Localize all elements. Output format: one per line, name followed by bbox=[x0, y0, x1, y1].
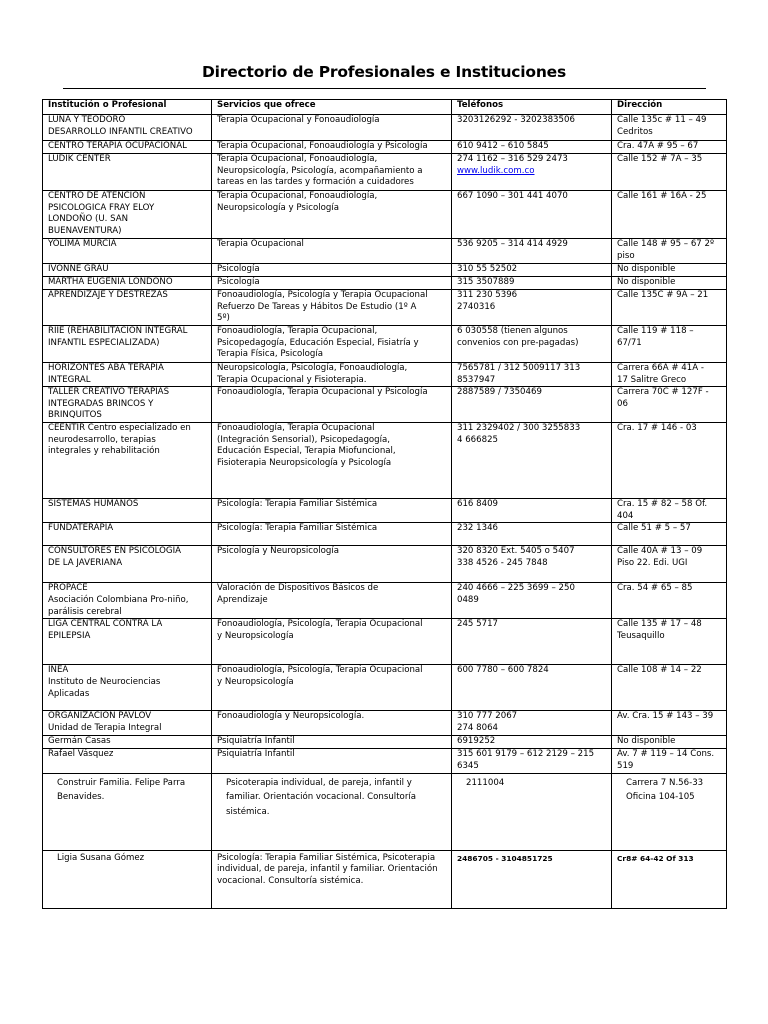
services-cell bbox=[212, 583, 452, 619]
address-cell bbox=[612, 546, 727, 583]
institution-cell bbox=[43, 736, 212, 749]
table-row bbox=[43, 711, 727, 736]
phones-text: 311 230 5396 2740316 bbox=[457, 290, 518, 312]
table-row bbox=[43, 363, 727, 387]
header-phones: Teléfonos bbox=[452, 100, 612, 115]
table-row bbox=[43, 115, 727, 141]
institution-cell bbox=[43, 711, 212, 736]
institution-cell bbox=[43, 326, 212, 363]
services-cell bbox=[212, 141, 452, 154]
table-row bbox=[43, 239, 727, 264]
phones-cell bbox=[452, 115, 612, 141]
phones-cell bbox=[452, 619, 612, 665]
services-cell bbox=[212, 736, 452, 749]
institution-text: CENTRO TERAPIA OCUPACIONAL bbox=[48, 141, 187, 151]
services-text: Fonoaudiología, Psicología, Terapia Ocupacional y Neuropsicología bbox=[217, 619, 423, 641]
address-text: Calle 135C # 9A – 21 bbox=[617, 290, 709, 300]
phones-cell bbox=[452, 154, 612, 191]
address-text: No disponible bbox=[617, 736, 676, 747]
institution-text: Rafael Vásquez bbox=[48, 749, 114, 760]
table-row bbox=[43, 264, 727, 277]
services-text: Fonoaudiología, Terapia Ocupacional y Psicología bbox=[217, 387, 428, 398]
institution-text: LIGA CENTRAL CONTRA LA EPILEPSIA bbox=[48, 619, 163, 641]
phones-text: 310 777 2067 274 8064 bbox=[457, 711, 518, 733]
website-link[interactable]: www.ludik.com.co bbox=[457, 165, 535, 176]
institution-text: PROPACE Asociación Colombiana Pro-niño, parálisis cerebral bbox=[48, 583, 189, 617]
address-text: No disponible bbox=[617, 264, 676, 274]
phones-cell bbox=[452, 239, 612, 264]
header-address: Dirección bbox=[612, 100, 727, 115]
services-text: Neuropsicología, Psicología, Fonoaudiología, Terapia Ocupacional y Fisioterapia. bbox=[217, 363, 408, 385]
phones-text: 315 601 9179 – 612 2129 – 215 6345 bbox=[457, 749, 595, 771]
institution-text: MARTHA EUGENIA LONDOÑO bbox=[48, 277, 173, 287]
table-row bbox=[43, 141, 727, 154]
institution-text: HORIZONTES ABA TERAPIA INTEGRAL bbox=[48, 363, 164, 385]
address-cell bbox=[612, 154, 727, 191]
institution-text: Germán Casas bbox=[48, 736, 111, 747]
table-row bbox=[43, 749, 727, 773]
address-text: Calle 148 # 95 – 67 2º piso bbox=[617, 239, 715, 261]
institution-cell bbox=[43, 665, 212, 711]
phones-text: 245 5717 bbox=[457, 619, 499, 630]
address-cell bbox=[612, 423, 727, 499]
address-cell bbox=[612, 115, 727, 141]
institution-text: SISTEMAS HUMANOS bbox=[48, 499, 139, 510]
services-text: Psiquiatría Infantil bbox=[217, 749, 295, 760]
address-cell bbox=[612, 290, 727, 326]
table-row bbox=[43, 850, 727, 908]
services-text: Psicología y Neuropsicología bbox=[217, 546, 340, 557]
address-cell bbox=[612, 711, 727, 736]
phones-cell bbox=[452, 773, 612, 850]
table-row bbox=[43, 619, 727, 665]
address-cell bbox=[612, 850, 727, 908]
phones-text: 7565781 / 312 5009117 313 8537947 bbox=[457, 363, 581, 385]
services-text: Terapia Ocupacional y Fonoaudiología bbox=[217, 115, 380, 125]
address-text: Calle 108 # 14 – 22 bbox=[617, 665, 702, 676]
address-cell bbox=[612, 141, 727, 154]
services-text: Psicología: Terapia Familiar Sistémica bbox=[217, 523, 378, 534]
institution-text: TALLER CREATIVO TERAPIAS INTEGRADAS BRINCOS Y BRINQUITOS bbox=[48, 387, 170, 421]
address-cell bbox=[612, 619, 727, 665]
table-row bbox=[43, 546, 727, 583]
phones-cell bbox=[452, 665, 612, 711]
services-text: Fonoaudiología, Terapia Ocupacional (Integración Sensorial), Psicopedagogía, Educación Especial, Terapia Miofuncional, Fisioterapia Neuropsicología y Psicología bbox=[217, 423, 396, 468]
phones-cell bbox=[452, 546, 612, 583]
address-cell bbox=[612, 387, 727, 423]
phones-cell bbox=[452, 141, 612, 154]
services-cell bbox=[212, 499, 452, 523]
header-services: Servicios que ofrece bbox=[212, 100, 452, 115]
services-text: Psicoterapia individual, de pareja, infantil y familiar. Orientación vocacional. Consultoría sistémica. bbox=[226, 777, 417, 817]
address-text: Av. Cra. 15 # 143 – 39 bbox=[617, 711, 714, 722]
address-cell bbox=[612, 665, 727, 711]
institution-cell bbox=[43, 264, 212, 277]
phones-text: 310 55 52502 bbox=[457, 264, 518, 274]
phones-cell bbox=[452, 387, 612, 423]
institution-cell bbox=[43, 277, 212, 290]
address-cell bbox=[612, 773, 727, 850]
services-text: Terapia Ocupacional, Fonoaudiología, Neuropsicología y Psicología bbox=[217, 191, 378, 213]
institution-text: APRENDIZAJE Y DESTREZAS bbox=[48, 290, 168, 300]
table-row bbox=[43, 736, 727, 749]
phones-cell bbox=[452, 363, 612, 387]
institution-cell bbox=[43, 239, 212, 264]
address-text: Calle 152 # 7A – 35 bbox=[617, 154, 703, 164]
address-cell bbox=[612, 264, 727, 277]
address-text: Cra. 54 # 65 – 85 bbox=[617, 583, 693, 594]
services-cell bbox=[212, 239, 452, 264]
institution-cell bbox=[43, 749, 212, 773]
institution-text: Construir Familia. Felipe Parra Benavides. bbox=[57, 777, 186, 803]
table-row bbox=[43, 387, 727, 423]
table-row bbox=[43, 290, 727, 326]
address-cell bbox=[612, 363, 727, 387]
address-cell bbox=[612, 749, 727, 773]
phones-cell bbox=[452, 749, 612, 773]
institution-text: FUNDATERAPIA bbox=[48, 523, 114, 534]
address-cell bbox=[612, 277, 727, 290]
phones-text: 240 4666 – 225 3699 – 250 0489 bbox=[457, 583, 575, 605]
phones-text: 2486705 - 3104851725 bbox=[457, 853, 553, 863]
address-text: Cra. 15 # 82 – 58 Of. 404 bbox=[617, 499, 708, 521]
institution-text: YOLIMA MURCIA bbox=[48, 239, 117, 249]
services-text: Psicología: Terapia Familiar Sistémica bbox=[217, 499, 378, 510]
address-text: Calle 40A # 13 – 09 Piso 22. Edi. UGI bbox=[617, 546, 703, 568]
services-cell bbox=[212, 546, 452, 583]
address-text: Calle 51 # 5 – 57 bbox=[617, 523, 691, 534]
institution-text: RIIE (REHABILITACIÓN INTEGRAL INFANTIL ESPECIALIZADA) bbox=[48, 326, 188, 348]
table-row bbox=[43, 583, 727, 619]
phones-text: 320 8320 Ext. 5405 o 5407 338 4526 - 245 7848 bbox=[457, 546, 575, 568]
institution-cell bbox=[43, 387, 212, 423]
table-row bbox=[43, 773, 727, 850]
services-text: Terapia Ocupacional, Fonoaudiología, Neuropsicología, Psicología, acompañamiento a tareas en las tardes y formación a cuidadores bbox=[217, 154, 423, 188]
phones-text: 667 1090 – 301 441 4070 bbox=[457, 191, 568, 201]
table-row bbox=[43, 154, 727, 191]
services-cell bbox=[212, 423, 452, 499]
phones-text: 3203126292 - 3202383506 bbox=[457, 115, 575, 125]
services-cell bbox=[212, 850, 452, 908]
institution-cell bbox=[43, 773, 212, 850]
services-cell bbox=[212, 619, 452, 665]
services-cell bbox=[212, 523, 452, 546]
services-cell bbox=[212, 191, 452, 239]
institution-cell bbox=[43, 141, 212, 154]
table-row bbox=[43, 191, 727, 239]
address-text: Calle 119 # 118 – 67/71 bbox=[617, 326, 694, 348]
institution-text: CENTRO DE ATENCION PSICOLOGICA FRAY ELOY LONDOÑO (U. SAN BUENAVENTURA) bbox=[48, 191, 155, 236]
address-cell bbox=[612, 191, 727, 239]
phones-cell bbox=[452, 264, 612, 277]
services-text: Psicología bbox=[217, 277, 260, 287]
address-cell bbox=[612, 499, 727, 523]
directory-table bbox=[42, 99, 727, 909]
address-cell bbox=[612, 523, 727, 546]
phones-cell bbox=[452, 736, 612, 749]
institution-text: INEA Instituto de Neurociencias Aplicadas bbox=[48, 665, 161, 699]
institution-cell bbox=[43, 546, 212, 583]
address-text: Calle 135 # 17 – 48 Teusaquillo bbox=[617, 619, 702, 641]
phones-cell bbox=[452, 277, 612, 290]
institution-cell bbox=[43, 523, 212, 546]
table-row bbox=[43, 499, 727, 523]
address-text: Carrera 66A # 41A - 17 Salitre Greco bbox=[617, 363, 704, 385]
services-cell bbox=[212, 749, 452, 773]
institution-cell bbox=[43, 191, 212, 239]
phones-text: 616 8409 bbox=[457, 499, 499, 510]
services-text: Terapia Ocupacional, Fonoaudiología y Psicología bbox=[217, 141, 428, 151]
institution-text: IVONNE GRAU bbox=[48, 264, 109, 274]
services-text: Fonoaudiología, Psicología, Terapia Ocupacional y Neuropsicología bbox=[217, 665, 423, 687]
services-cell bbox=[212, 290, 452, 326]
address-text: Carrera 70C # 127F - 06 bbox=[617, 387, 709, 409]
phones-text: 232 1346 bbox=[457, 523, 499, 534]
institution-text: CEENTIR Centro especializado en neurodesarrollo, terapias integrales y rehabilitación bbox=[48, 423, 191, 457]
services-text: Fonoaudiología, Terapia Ocupacional, Psicopedagogía, Educación Especial, Fisiatría y Terapia Física, Psicología bbox=[217, 326, 419, 360]
table-header-row bbox=[43, 100, 727, 115]
phones-cell bbox=[452, 850, 612, 908]
institution-cell bbox=[43, 619, 212, 665]
institution-cell bbox=[43, 850, 212, 908]
services-text: Fonoaudiología, Psicología y Terapia Ocupacional Refuerzo De Tareas y Hábitos De Estudio (1º A 5º) bbox=[217, 290, 428, 324]
address-cell bbox=[612, 736, 727, 749]
institution-text: LUDIK CENTER bbox=[48, 154, 111, 164]
table-row bbox=[43, 277, 727, 290]
services-text: Valoración de Dispositivos Básicos de Aprendizaje bbox=[217, 583, 379, 605]
phones-cell bbox=[452, 326, 612, 363]
services-cell bbox=[212, 115, 452, 141]
services-cell bbox=[212, 277, 452, 290]
phones-cell bbox=[452, 711, 612, 736]
services-text: Fonoaudiología y Neuropsicología. bbox=[217, 711, 365, 722]
phones-text: 274 1162 – 316 529 2473 bbox=[457, 154, 568, 164]
institution-cell bbox=[43, 363, 212, 387]
phones-text: 600 7780 – 600 7824 bbox=[457, 665, 549, 676]
phones-text: 311 2329402 / 300 3255833 4 666825 bbox=[457, 423, 581, 445]
address-cell bbox=[612, 239, 727, 264]
page-title: Directorio de Profesionales e Instituciones bbox=[201, 63, 567, 81]
institution-text: LUNA Y TEODORO DESARROLLO INFANTIL CREATIVO bbox=[48, 115, 193, 137]
services-text: Terapia Ocupacional bbox=[217, 239, 304, 249]
services-cell bbox=[212, 363, 452, 387]
phones-text: 6919252 bbox=[457, 736, 496, 747]
phones-cell bbox=[452, 523, 612, 546]
phones-text: 536 9205 – 314 414 4929 bbox=[457, 239, 568, 249]
address-text: Calle 161 # 16A - 25 bbox=[617, 191, 707, 201]
services-text: Psiquiatría Infantil bbox=[217, 736, 295, 747]
services-text: Psicología bbox=[217, 264, 260, 274]
services-text: Psicología: Terapia Familiar Sistémica, Psicoterapia individual, de pareja, infantil y familiar. Orientación vocacional. Consultoría sistémica. bbox=[217, 852, 438, 886]
address-text: Calle 135c # 11 – 49 Cedritos bbox=[617, 115, 707, 137]
services-cell bbox=[212, 665, 452, 711]
institution-text: CONSULTORES EN PSICOLOGÍA DE LA JAVERIANA bbox=[48, 546, 181, 568]
institution-cell bbox=[43, 499, 212, 523]
address-cell bbox=[612, 583, 727, 619]
institution-cell bbox=[43, 583, 212, 619]
table-row bbox=[43, 523, 727, 546]
header-institution: Institución o Profesional bbox=[43, 100, 212, 115]
phones-cell bbox=[452, 290, 612, 326]
address-text: No disponible bbox=[617, 277, 676, 287]
phones-text: 2111004 bbox=[466, 777, 505, 788]
phones-text: 610 9412 – 610 5845 bbox=[457, 141, 549, 151]
services-cell bbox=[212, 154, 452, 191]
phones-text: 315 3507889 bbox=[457, 277, 515, 287]
address-text: Cra. 47A # 95 – 67 bbox=[617, 141, 699, 151]
institution-cell bbox=[43, 290, 212, 326]
phones-cell bbox=[452, 499, 612, 523]
services-cell bbox=[212, 773, 452, 850]
title-underline bbox=[63, 88, 706, 89]
phones-text: 6 030558 (tienen algunos convenios con pre-pagadas) bbox=[457, 326, 579, 348]
institution-cell bbox=[43, 154, 212, 191]
table-row bbox=[43, 326, 727, 363]
phones-cell bbox=[452, 583, 612, 619]
institution-cell bbox=[43, 423, 212, 499]
institution-cell bbox=[43, 115, 212, 141]
phones-cell bbox=[452, 191, 612, 239]
phones-text: 2887589 / 7350469 bbox=[457, 387, 542, 398]
services-cell bbox=[212, 711, 452, 736]
address-text: Carrera 7 N.56-33 Oficina 104-105 bbox=[626, 777, 704, 803]
table-row bbox=[43, 665, 727, 711]
address-text: Cra. 17 # 146 - 03 bbox=[617, 423, 697, 434]
institution-text: ORGANIZACIÓN PAVLOV Unidad de Terapia Integral bbox=[48, 711, 162, 733]
institution-text: Ligia Susana Gómez bbox=[57, 852, 145, 863]
table-row bbox=[43, 423, 727, 499]
services-cell bbox=[212, 326, 452, 363]
phones-cell bbox=[452, 423, 612, 499]
services-cell bbox=[212, 264, 452, 277]
address-cell bbox=[612, 326, 727, 363]
address-text: Av. 7 # 119 – 14 Cons. 519 bbox=[617, 749, 715, 771]
address-text: Cr8# 64-42 Of 313 bbox=[617, 853, 694, 863]
services-cell bbox=[212, 387, 452, 423]
